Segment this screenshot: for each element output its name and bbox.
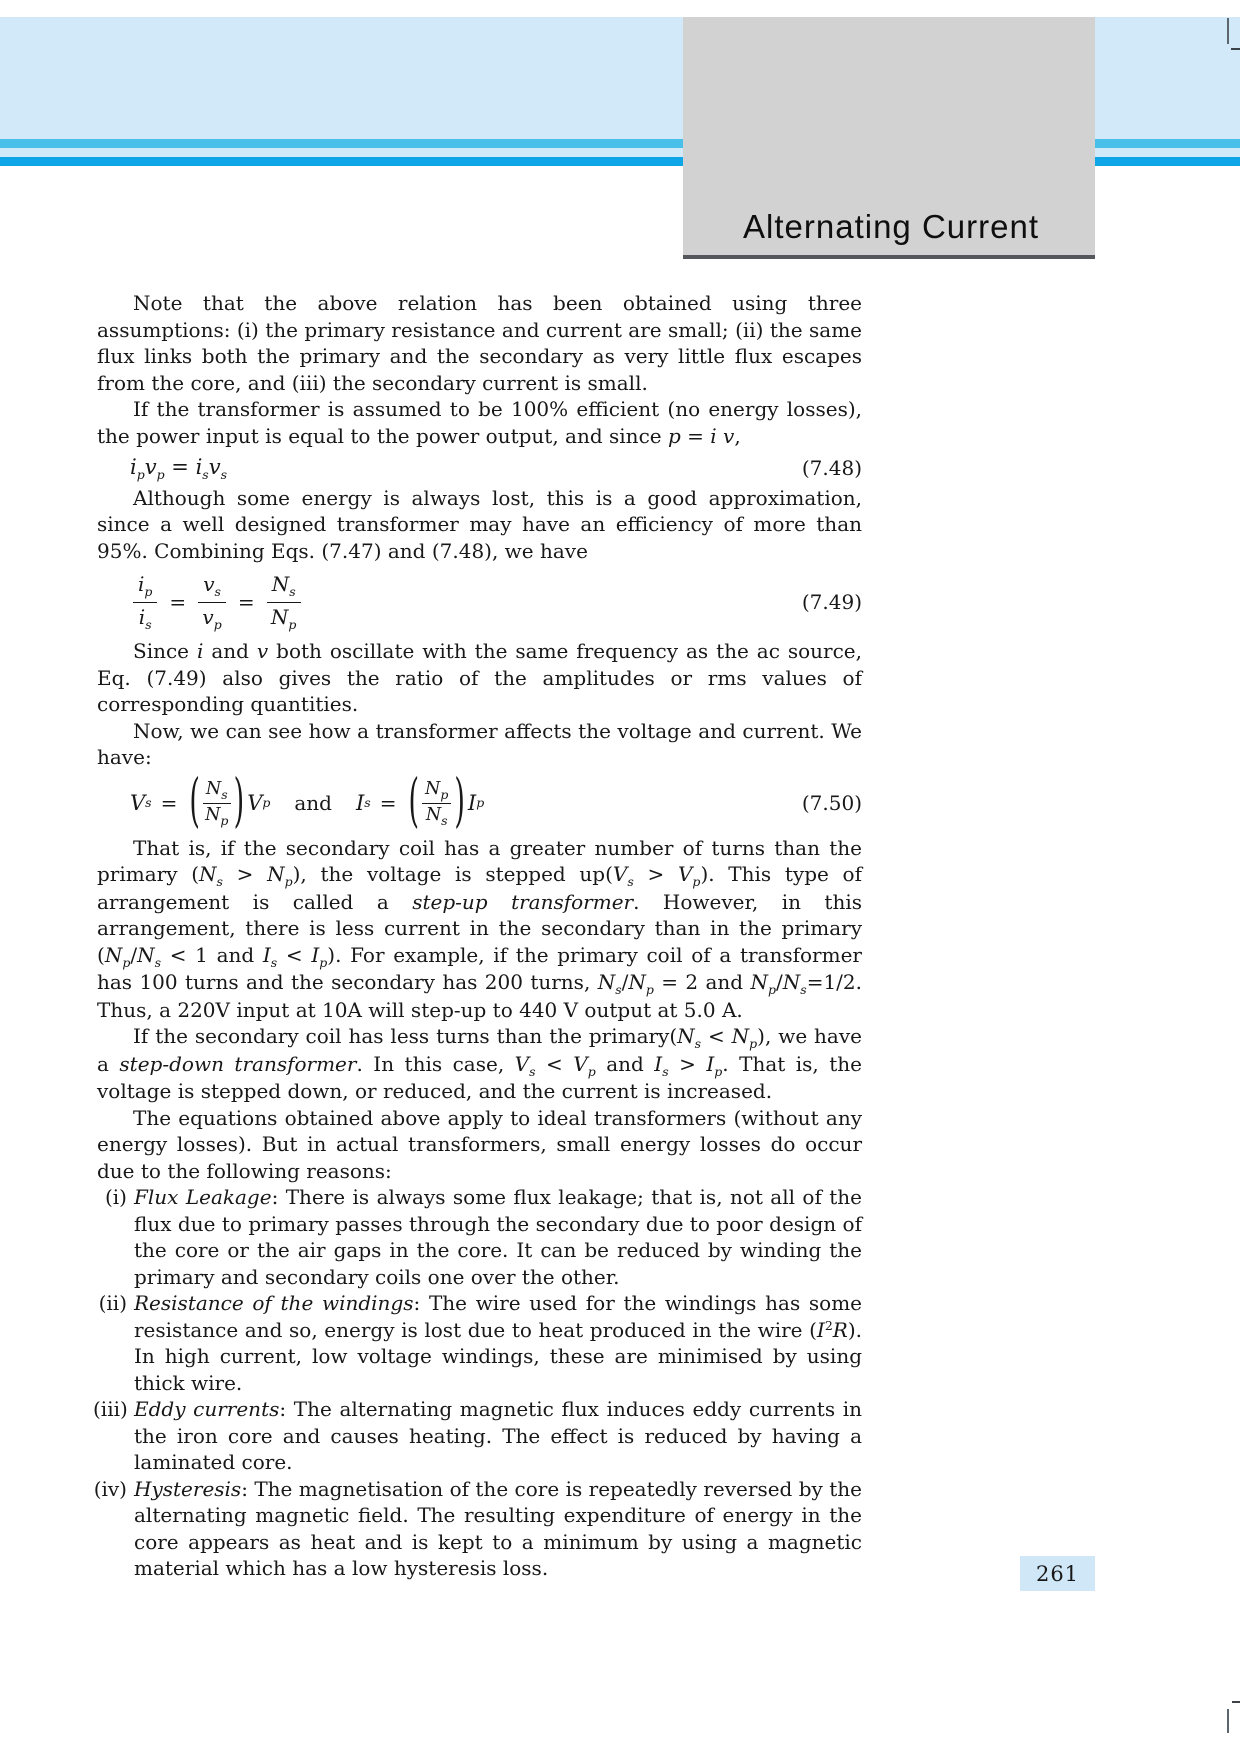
math-var: i xyxy=(130,455,137,479)
text-segment: ), the voltage is stepped up( xyxy=(292,862,613,886)
math-sub: p xyxy=(440,786,449,802)
text-segment: = xyxy=(680,423,711,448)
fraction-denominator xyxy=(271,603,297,632)
math-sub: p xyxy=(122,954,131,970)
term-eddy-currents: Eddy currents xyxy=(134,1397,280,1421)
math-sub: p xyxy=(587,1063,596,1079)
math-operator: = xyxy=(169,589,187,614)
math-sub: s xyxy=(220,467,228,482)
math-sub: s xyxy=(529,1063,536,1079)
big-paren-open: ( xyxy=(408,768,420,836)
math-var: I xyxy=(654,1051,663,1076)
text-segment: and xyxy=(294,791,332,816)
math-var: N xyxy=(425,805,442,825)
text-segment: > xyxy=(668,1051,707,1076)
page-number-badge: 261 xyxy=(1020,1556,1095,1591)
list-item-label: (i) xyxy=(104,1185,127,1209)
text-segment: =1/2. Thus, a 220V input at 10A will step-up to 440 V output at 5.0 A. xyxy=(97,970,862,1022)
math-sub: s xyxy=(662,1063,669,1079)
math-sub: s xyxy=(216,874,223,889)
fraction-denominator xyxy=(202,603,221,632)
fraction xyxy=(267,573,301,631)
math-sub: p xyxy=(262,795,271,811)
math-sup: 2 xyxy=(824,1317,833,1333)
math-sub: p xyxy=(144,584,153,599)
text-segment: both oscillate with the same frequency as the ac source, Eq. (7.49) also gives the ratio of the amplitudes or rms values of corresponding quantities. xyxy=(97,639,863,716)
paragraph-we-have: Now, we can see how a transformer affects the voltage and current. We have: xyxy=(97,718,862,769)
text-segment: . That is, the voltage is stepped down, or reduced, and the current is increased. xyxy=(97,1051,863,1103)
text-segment: / xyxy=(621,970,629,994)
fraction-numerator xyxy=(133,573,157,603)
fraction-denominator xyxy=(426,804,448,828)
text-segment: . In this case, xyxy=(356,1051,515,1076)
math-sub: s xyxy=(364,795,371,811)
math-sub: p xyxy=(220,813,229,828)
term-step-down-transformer: step-down transformer xyxy=(119,1051,357,1076)
term-flux-leakage: Flux Leakage xyxy=(134,1185,272,1209)
text-segment: , xyxy=(734,423,741,448)
term-resistance-of-windings: Resistance of the windings xyxy=(134,1291,414,1315)
math-var: i xyxy=(138,604,146,629)
math-var: N xyxy=(677,1024,695,1048)
math-var: I xyxy=(262,942,271,967)
math-sub: p xyxy=(213,616,222,632)
math-operator: = xyxy=(160,791,178,816)
math-sub: p xyxy=(692,874,701,889)
math-var: V xyxy=(247,791,263,816)
text-segment: That is, if the secondary coil has a greater number of turns than the primary ( xyxy=(97,835,862,886)
math-var: R xyxy=(832,1317,848,1342)
big-paren-open: ( xyxy=(189,768,200,836)
fraction-numerator xyxy=(203,780,231,805)
math-var: V xyxy=(612,862,628,886)
math-var: N xyxy=(731,1024,750,1048)
text-segment: < xyxy=(701,1024,732,1048)
math-sub: p xyxy=(749,1036,758,1051)
fraction-numerator xyxy=(267,573,301,603)
equation-expression xyxy=(130,454,227,482)
math-var: V xyxy=(677,862,693,886)
fraction xyxy=(422,780,451,828)
text-segment: = 2 and xyxy=(653,970,751,994)
text-segment: < 1 and xyxy=(161,942,263,967)
math-var: v xyxy=(208,455,221,479)
math-var: I xyxy=(311,942,320,967)
text-segment: : The wire used for the windings has some resistance and so, energy is lost due to heat produced in the wire ( xyxy=(134,1291,862,1342)
math-operator: = xyxy=(164,455,196,479)
math-var: N xyxy=(597,970,616,994)
text-segment: : The magnetisation of the core is repeatedly reversed by the alternating magnetic field. The resulting expenditure of energy in the core appears as heat and is kept to a minimum by using a magnetic material which has a low hysteresis loss. xyxy=(134,1476,862,1580)
math-var: N xyxy=(205,778,222,799)
math-var: N xyxy=(271,572,290,596)
text-segment: ), we have a xyxy=(97,1024,862,1076)
text-segment: ). In high current, low voltage windings, these are minimised by using thick wire. xyxy=(134,1317,862,1395)
text-segment: Since xyxy=(133,639,197,663)
math-sub: s xyxy=(441,813,448,828)
equation-7-49 xyxy=(97,573,862,631)
list-item-winding-resistance xyxy=(97,1290,862,1396)
text-segment: If the secondary coil has less turns than the primary( xyxy=(133,1024,678,1048)
math-sub: p xyxy=(768,982,777,997)
math-var: N xyxy=(425,778,441,799)
math-var: v xyxy=(144,455,157,479)
math-var: V xyxy=(514,1051,530,1076)
paragraph-step-down xyxy=(97,1023,862,1105)
fraction xyxy=(133,573,157,631)
math-var: N xyxy=(628,970,646,994)
body-column xyxy=(93,290,863,1582)
math-sub: p xyxy=(156,467,165,482)
math-var: v xyxy=(202,604,214,629)
text-segment: and xyxy=(595,1051,655,1076)
text-segment: / xyxy=(776,970,783,994)
math-var: p xyxy=(667,423,681,448)
crop-mark xyxy=(1232,1701,1240,1703)
equation-number: (7.50) xyxy=(801,791,862,816)
math-sub: s xyxy=(145,616,152,632)
text-segment: / xyxy=(130,942,138,967)
math-sub: p xyxy=(284,874,293,889)
math-var: N xyxy=(782,970,801,994)
math-operator: = xyxy=(379,791,397,816)
list-item-eddy-currents xyxy=(93,1396,862,1476)
math-sub: s xyxy=(221,786,228,802)
math-sub: p xyxy=(288,616,297,632)
fraction-numerator xyxy=(198,573,226,603)
equation-7-50 xyxy=(97,768,862,836)
crop-mark xyxy=(1227,18,1229,44)
math-var: N xyxy=(205,805,221,825)
math-sub: s xyxy=(800,982,807,997)
text-segment: > xyxy=(633,862,678,886)
crop-mark xyxy=(1227,1709,1229,1733)
text-segment: . However, in this arrangement, there is less current in the secondary than in the primary ( xyxy=(97,889,863,967)
math-var: i xyxy=(196,639,204,663)
math-var: I xyxy=(706,1051,715,1076)
text-segment: and xyxy=(203,639,257,663)
text-segment: : There is always some flux leakage; that is, not all of the flux due to primary passes through the secondary due to poor design of the core or the air gaps in the core. It can be reduced by winding the primary and secondary coils one over the other. xyxy=(134,1185,862,1289)
math-var: i v xyxy=(710,423,735,448)
text-segment: : The alternating magnetic flux induces eddy currents in the iron core and causes heating. The effect is reduced by having a laminated core. xyxy=(134,1397,862,1474)
fraction-denominator xyxy=(139,603,152,632)
big-paren-close: ) xyxy=(233,768,245,836)
text-segment: < xyxy=(277,942,312,967)
math-sub: s xyxy=(145,795,152,811)
list-item-label: (iv) xyxy=(93,1476,127,1501)
text-segment: > xyxy=(222,862,268,886)
math-var: N xyxy=(199,862,217,886)
paragraph-efficiency xyxy=(97,396,862,449)
text-segment: < xyxy=(535,1051,574,1076)
text-segment: ). For example, if the primary coil of a transformer has 100 turns and the secondary has 200 turns, xyxy=(97,942,862,994)
list-item-hysteresis xyxy=(93,1476,862,1582)
math-sub: s xyxy=(615,982,622,997)
crop-mark xyxy=(1231,48,1240,50)
list-item-label: (iii) xyxy=(93,1397,128,1421)
text-segment: ). This type of arrangement is called a xyxy=(97,862,862,914)
math-var: I xyxy=(467,791,477,816)
term-hysteresis: Hysteresis xyxy=(134,1476,242,1501)
math-sub: s xyxy=(154,954,161,970)
math-var: I xyxy=(816,1317,825,1342)
term-step-up-transformer: step-up transformer xyxy=(412,889,634,914)
equation-number: (7.48) xyxy=(801,455,862,480)
math-var: N xyxy=(104,942,123,967)
math-sub: s xyxy=(627,874,634,889)
fraction xyxy=(203,780,231,828)
fraction xyxy=(198,573,226,631)
math-var: v xyxy=(203,572,215,596)
math-sub: p xyxy=(319,954,328,970)
math-sub: p xyxy=(476,795,485,811)
math-sub: p xyxy=(645,982,654,997)
fraction-numerator xyxy=(422,780,451,805)
equation-number: (7.49) xyxy=(801,589,862,614)
math-sub: p xyxy=(714,1063,723,1079)
fraction-denominator xyxy=(205,804,228,828)
list-item-label: (ii) xyxy=(98,1291,127,1315)
math-var: N xyxy=(267,862,285,886)
math-var: N xyxy=(750,970,768,994)
math-sub: s xyxy=(270,954,278,970)
big-paren-close: ) xyxy=(454,768,465,836)
math-operator: = xyxy=(237,589,255,614)
chapter-header-box xyxy=(683,17,1095,259)
math-var: i xyxy=(195,455,203,479)
math-var: N xyxy=(137,942,155,967)
paragraph-oscillate xyxy=(97,638,862,718)
text-segment: If the transformer is assumed to be 100% efficient (no energy losses), the power input is equal to the power output, and since xyxy=(97,397,862,448)
math-var: V xyxy=(130,791,146,816)
math-var: v xyxy=(256,639,269,663)
math-sub: p xyxy=(136,467,145,482)
math-var: V xyxy=(573,1051,588,1076)
math-sub: s xyxy=(289,584,296,599)
paragraph-ideal-transformers: The equations obtained above apply to ideal transformers (without any energy losses). But in actual transformers, small energy losses do occur due to the following reasons: xyxy=(97,1105,862,1183)
math-sub: s xyxy=(214,584,221,599)
page-title: Alternating Current xyxy=(743,208,1039,245)
math-var: I xyxy=(355,791,365,816)
paragraph-step-up xyxy=(97,835,862,1024)
equation-7-48 xyxy=(97,454,862,482)
math-sub: s xyxy=(202,467,209,482)
paragraph-approximation: Although some energy is always lost, this is a good approximation, since a well designed transformer may have an efficiency of more than 95%. Combining Eqs. (7.47) and (7.48), we have xyxy=(97,485,862,563)
math-sub: s xyxy=(694,1036,702,1051)
paragraph-assumptions: Note that the above relation has been obtained using three assumptions: (i) the primary resistance and current are small; (ii) the same flux links both the primary and the secondary as very little flux escapes from the core, and (iii) the secondary current is small. xyxy=(97,291,862,395)
math-var: N xyxy=(270,604,289,629)
list-item-flux-leakage xyxy=(97,1184,862,1290)
math-var: i xyxy=(138,572,145,596)
